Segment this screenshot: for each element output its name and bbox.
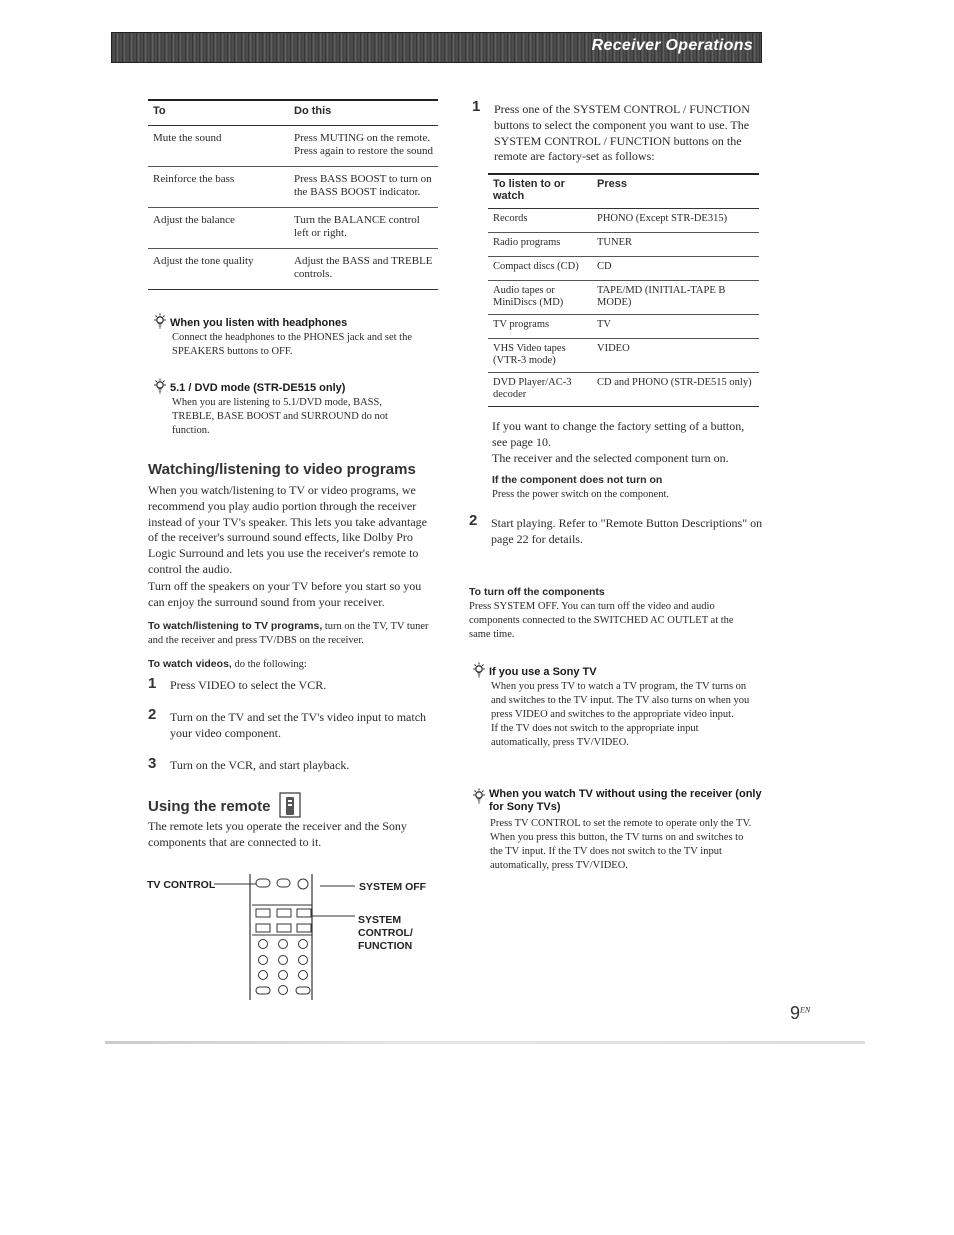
video-step-1-number: 1 [148, 675, 157, 692]
table-cell: Records [488, 209, 592, 233]
tv-programs-text: turn on the TV, TV tuner and the receiver and press TV/DBS on the receiver. [148, 621, 429, 646]
lightbulb-icon [472, 788, 486, 804]
remote-section-heading [148, 792, 301, 818]
page-number-value: 9 [790, 1003, 801, 1023]
lightbulb-icon [153, 378, 167, 394]
right-step-2-text: Start playing. Refer to "Remote Button Descriptions" on page 22 for details. [491, 516, 763, 546]
lightbulb-icon [472, 662, 486, 678]
after-table-note: If you want to change the factory setting of a button, see page 10. [492, 419, 745, 449]
table-row [148, 249, 438, 290]
video-section-title: Watching/listening to video programs [148, 461, 416, 478]
video-step-3-text: Turn on the VCR, and start playback. [170, 758, 350, 772]
table-row [488, 281, 759, 315]
header-band [111, 32, 762, 63]
todo-header-do: Do this [289, 100, 438, 126]
remote-diagram [212, 870, 356, 1002]
video-step-2-number: 2 [148, 706, 157, 723]
tv-control-label: TV CONTROL [147, 879, 216, 891]
table-row [148, 167, 438, 208]
no-turn-on-text: Press the power switch on the component. [492, 489, 670, 500]
table-cell: CD and PHONO (STR-DE515 only) [597, 377, 752, 388]
table-cell: VIDEO [592, 339, 759, 373]
table-cell: Audio tapes or MiniDiscs (MD) [488, 281, 592, 315]
todo-header-to: To [148, 100, 289, 126]
system-control-label: SYSTEM CONTROL/ FUNCTION [358, 914, 413, 952]
video-step-3-number: 3 [148, 755, 157, 772]
tip-headphones [153, 313, 443, 359]
video-section-para1: When you watch/listening to TV or video programs, we recommend you play audio portion through the receiver instead of your TV's speaker. This lets you take advantage of the receiver's surround sound effects, like Dolby Pro Logic Surround and lets you use the receiver's remote to control the audio. [148, 483, 427, 576]
videos-leadin: To watch videos, [148, 658, 232, 670]
videos-instruction [148, 657, 438, 672]
tip-sony-tv-text1: When you press TV to watch a TV program, the TV turns on and switches to the TV input. The TV also turns on when you press VIDEO and switches to the appropriate video input. [491, 681, 750, 720]
system-off-label: SYSTEM OFF [359, 881, 427, 893]
right-step-1-number: 1 [472, 98, 481, 115]
table-cell: Adjust the balance [148, 208, 289, 249]
press-header-listen: To listen to or watch [488, 174, 592, 209]
page-number-suffix: EN [800, 1005, 811, 1015]
tip-sony-tv [472, 662, 756, 750]
after-table-result: The receiver and the selected component turn on. [492, 451, 729, 465]
tip-dvd [153, 378, 423, 438]
table-cell: Press MUTING on the remote. Press again to restore the sound [289, 126, 438, 167]
lightbulb-icon [153, 313, 167, 329]
video-section-para2: Turn off the speakers on your TV before you start so you can enjoy the surround sound from your receiver. [148, 579, 422, 609]
tip-dvd-text: When you are listening to 5.1/DVD mode, BASS, TREBLE, BASE BOOST and SURROUND do not function. [172, 397, 388, 436]
tip-headphones-title: When you listen with headphones [170, 317, 348, 329]
table-row [488, 315, 759, 339]
press-header-press: Press [592, 174, 759, 209]
table-cell: TV programs [488, 315, 592, 339]
page-number [790, 1003, 810, 1024]
tip-headphones-text: Connect the headphones to the PHONES jack and set the SPEAKERS buttons to OFF. [172, 332, 412, 357]
right-step-1-text: Press one of the SYSTEM CONTROL / FUNCTION buttons to select the component you want to use. The SYSTEM CONTROL / FUNCTION buttons on the remote are factory-set as follows: [494, 102, 750, 164]
todo-table [148, 99, 438, 290]
tip-watch-tv-text: Press TV CONTROL to set the remote to operate only the TV. When you press this button, the TV turns on and switches to the TV input. If the TV does not switch to the TV input automatically, press TV/VIDEO. [490, 818, 752, 871]
table-cell: PHONO (Except STR-DE315) [592, 209, 759, 233]
todo-table-header [148, 100, 438, 126]
video-step-2-text: Turn on the TV and set the TV's video input to match your video component. [170, 710, 427, 740]
video-step-1-text: Press VIDEO to select the VCR. [170, 678, 327, 692]
table-cell: Compact discs (CD) [488, 257, 592, 281]
remote-section-text: The remote lets you operate the receiver and the Sony components that are connected to it. [148, 819, 407, 849]
table-cell: TV [592, 315, 759, 339]
turn-off-text: Press SYSTEM OFF. You can turn off the video and audio components connected to the SWITCHED AC OUTLET at the same time. [469, 601, 734, 640]
remote-section-title: Using the remote [148, 798, 271, 815]
tip-watch-tv-title: When you watch TV without using the receiver (only for Sony TVs) [489, 788, 762, 813]
table-cell: Press BASS BOOST to turn on the BASS BOOST indicator. [289, 167, 438, 208]
remote-icon [279, 792, 301, 818]
table-cell: Mute the sound [148, 126, 289, 167]
turn-off-title: To turn off the components [469, 586, 605, 598]
table-cell: TAPE/MD (INITIAL-TAPE B MODE) [592, 281, 759, 315]
table-row [148, 208, 438, 249]
table-cell: Radio programs [488, 233, 592, 257]
table-cell: Adjust the tone quality [153, 255, 254, 267]
tip-watch-tv [472, 788, 762, 873]
table-cell: TUNER [592, 233, 759, 257]
press-table-header [488, 174, 759, 209]
footer-rule [105, 1041, 865, 1044]
table-cell: VHS Video tapes (VTR-3 mode) [488, 339, 592, 373]
right-step-2-number: 2 [469, 512, 478, 529]
no-turn-on-title: If the component does not turn on [492, 474, 663, 486]
table-row [148, 126, 438, 167]
tv-programs-instruction [148, 619, 438, 648]
table-row [488, 209, 759, 233]
press-table [488, 173, 759, 407]
table-row [488, 233, 759, 257]
table-cell: CD [592, 257, 759, 281]
table-row [488, 373, 759, 407]
table-cell: Turn the BALANCE control left or right. [289, 208, 438, 249]
tip-sony-tv-text2: If the TV does not switch to the appropriate input automatically, press TV/VIDEO. [491, 723, 699, 748]
header-title: Receiver Operations [591, 37, 753, 54]
table-cell: DVD Player/AC-3 decoder [493, 377, 572, 400]
videos-text: do the following: [231, 659, 307, 670]
tv-programs-leadin: To watch/listening to TV programs, [148, 620, 323, 632]
tip-sony-tv-title: If you use a Sony TV [489, 666, 597, 678]
table-cell: Reinforce the bass [148, 167, 289, 208]
table-row [488, 257, 759, 281]
table-cell: Adjust the BASS and TREBLE controls. [294, 255, 433, 280]
table-row [488, 339, 759, 373]
tip-dvd-title: 5.1 / DVD mode (STR-DE515 only) [170, 382, 346, 394]
